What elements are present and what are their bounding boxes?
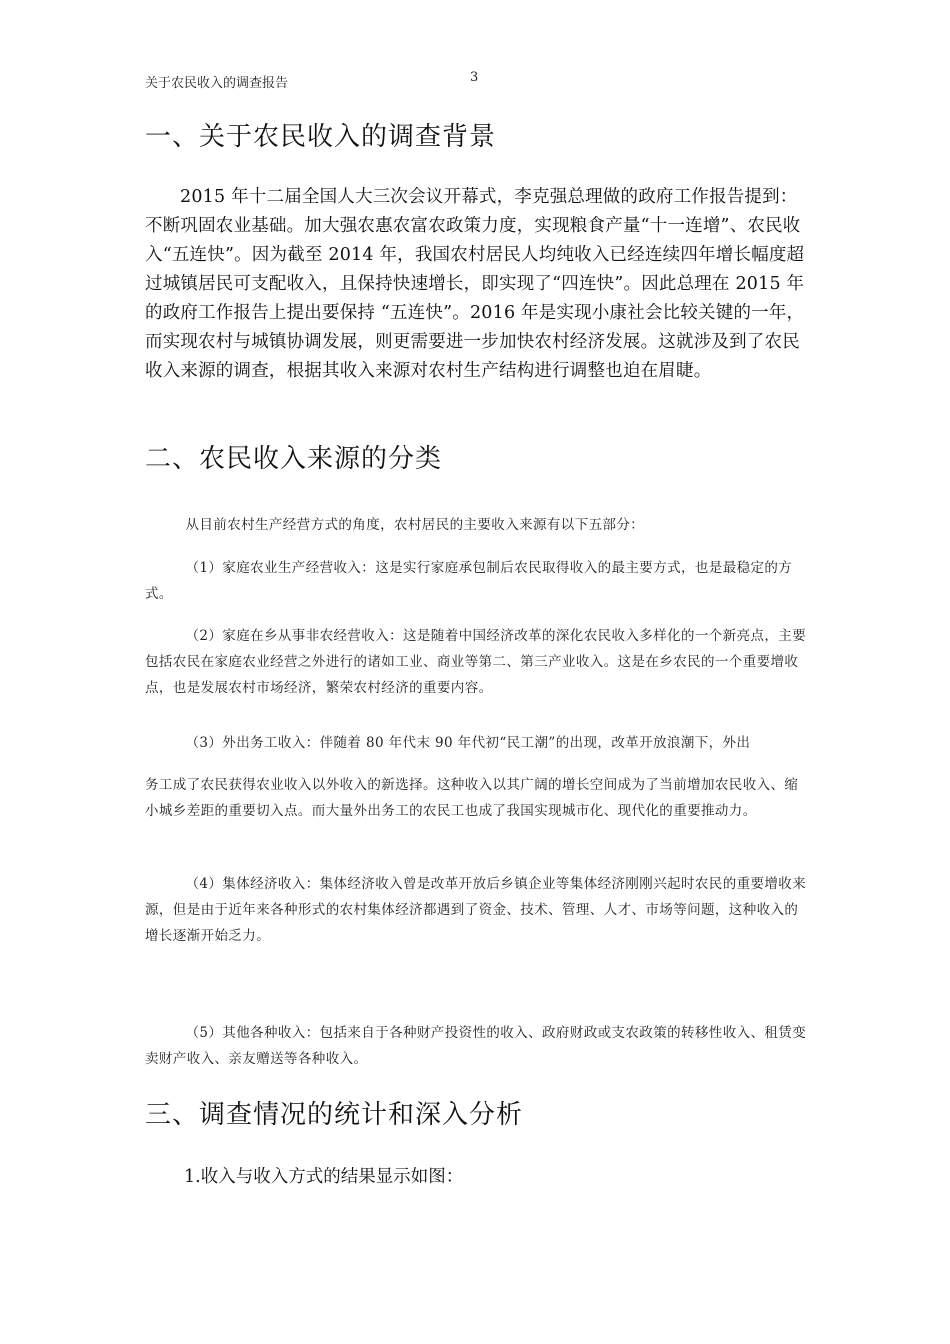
income-item-5: （5）其他各种收入：包括来自于各种财产投资性的收入、政府财政或支农政策的转移性收入、租赁变卖财产收入、亲友赠送等各种收入。 — [145, 1025, 807, 1067]
income-item-3-continued: 务工成了农民获得农业收入以外收入的新选择。这种收入以其广阔的增长空间成为了当前增加农民收入、缩小城乡差距的重要切入点。而大量外出务工的农民工也成了我国实现城市化、现代化的重要推动力。 — [145, 777, 799, 819]
page-number: 3 — [470, 70, 479, 85]
section-1-heading: 一、关于农民收入的调查背景 — [145, 122, 497, 152]
section-2-intro: 从目前农村生产经营方式的角度，农村居民的主要收入来源有以下五部分： — [185, 517, 645, 533]
section-3-subitem: 1.收入与收入方式的结果显示如图： — [184, 1167, 464, 1187]
section-1-paragraph: 2015 年十二届全国人大三次会议开幕式，李克强总理做的政府工作报告提到：不断巩固农业基础。加大强农惠农富农政策力度，实现粮食产量“十一连增”、农民收入“五连快”。因为截至 2014 年，我国农村居民人均纯收入已经连续四年增长幅度超过城镇居民可支配收入，且保持快速增长，即实现了“四连快”。因此总理在 2015 年的政府工作报告上提出要保持 “五连快”。2016 年是实现小康社会比较关键的一年，而实现农村与城镇协调发展，则更需要进一步加快农村经济发展。这就涉及到了农民收入来源的调查，根据其收入来源对农村生产结构进行调整也迫在眉睫。 — [145, 187, 805, 381]
section-2-heading: 二、农民收入来源的分类 — [145, 444, 443, 474]
income-item-4: （4）集体经济收入：集体经济收入曾是改革开放后乡镇企业等集体经济刚刚兴起时农民的重要增收来源，但是由于近年来各种形式的农村集体经济都遇到了资金、技术、管理、人才、市场等问题，这种收入的增长逐渐开始乏力。 — [145, 876, 807, 944]
running-header-title: 关于农民收入的调查报告 — [145, 76, 289, 91]
income-item-2: （2）家庭在乡从事非农经营收入：这是随着中国经济改革的深化农民收入多样化的一个新亮点，主要包括农民在家庭农业经营之外进行的诸如工业、商业等第二、第三产业收入。这是在乡农民的一个重要增收点，也是发展农村市场经济，繁荣农村经济的重要内容。 — [145, 628, 807, 696]
section-3-heading: 三、调查情况的统计和深入分析 — [145, 1100, 524, 1130]
income-item-3-start: （3）外出务工收入：伴随着 80 年代末 90 年代初“民工潮”的出现，改革开放浪潮下，外出 — [185, 735, 751, 751]
income-item-1: （1）家庭农业生产经营收入：这是实行家庭承包制后农民取得收入的最主要方式，也是最稳定的方式。 — [145, 560, 793, 602]
